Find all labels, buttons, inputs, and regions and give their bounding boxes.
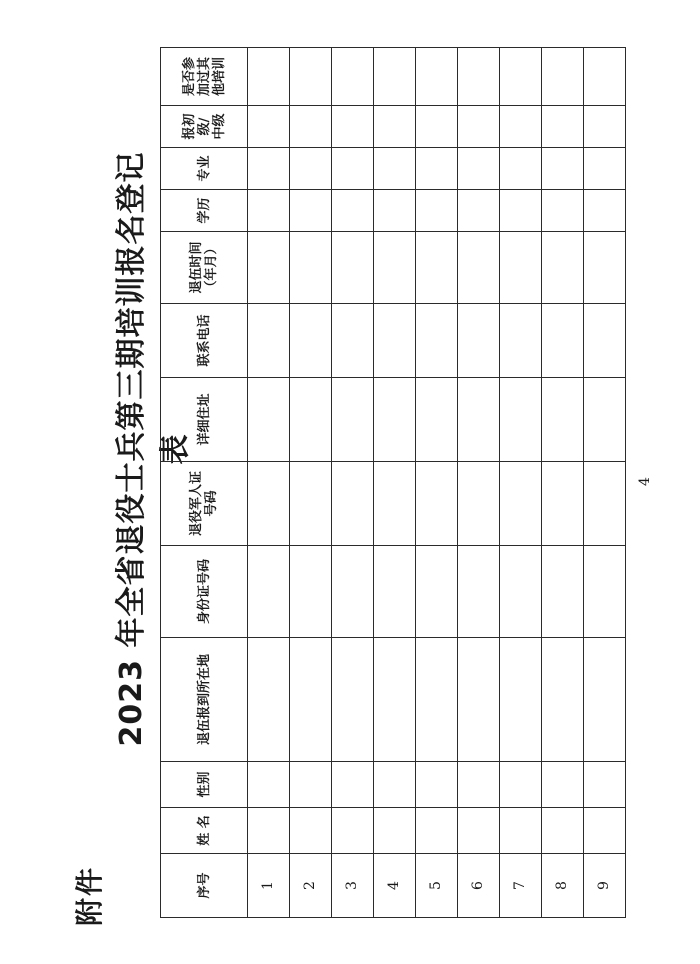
- page-number: 4: [637, 477, 653, 486]
- header-address: 详细住址: [161, 378, 248, 462]
- header-education: 学历: [161, 190, 248, 232]
- header-name: 姓 名: [161, 808, 248, 854]
- row-number: 4: [374, 854, 416, 918]
- row-number: 6: [458, 854, 500, 918]
- table-row: [332, 48, 374, 918]
- row-number: 1: [248, 854, 290, 918]
- form-title: 2023 年全省退役士兵第三期培训报名登记表: [114, 151, 193, 747]
- row-number: 3: [332, 854, 374, 918]
- table-row: [500, 48, 542, 918]
- header-major: 专业: [161, 148, 248, 190]
- attachment-label: 附件: [73, 865, 106, 926]
- header-level: 报初 级/ 中级: [161, 106, 248, 148]
- header-discharge-date: 退伍时间 （年月）: [161, 232, 248, 304]
- row-number: 8: [542, 854, 584, 918]
- row-number: 5: [416, 854, 458, 918]
- table-row: [584, 48, 626, 918]
- registration-table: [160, 47, 626, 918]
- table-row: [290, 48, 332, 918]
- table-row: [248, 48, 290, 918]
- table-row: [458, 48, 500, 918]
- header-id-number: 身份证号码: [161, 546, 248, 638]
- row-number: 7: [500, 854, 542, 918]
- header-report-location: 退伍报到所在地: [161, 638, 248, 762]
- header-phone: 联系电话: [161, 304, 248, 378]
- table-row: [374, 48, 416, 918]
- header-other-training: 是否参 加过其 他培训: [161, 48, 248, 106]
- table-row: [542, 48, 584, 918]
- row-number: 2: [290, 854, 332, 918]
- row-number: 9: [584, 854, 626, 918]
- header-serial: 序号: [161, 854, 248, 918]
- header-row: [161, 48, 248, 918]
- header-veteran-id: 退役军人证 号码: [161, 462, 248, 546]
- header-gender: 性别: [161, 762, 248, 808]
- table-row: [416, 48, 458, 918]
